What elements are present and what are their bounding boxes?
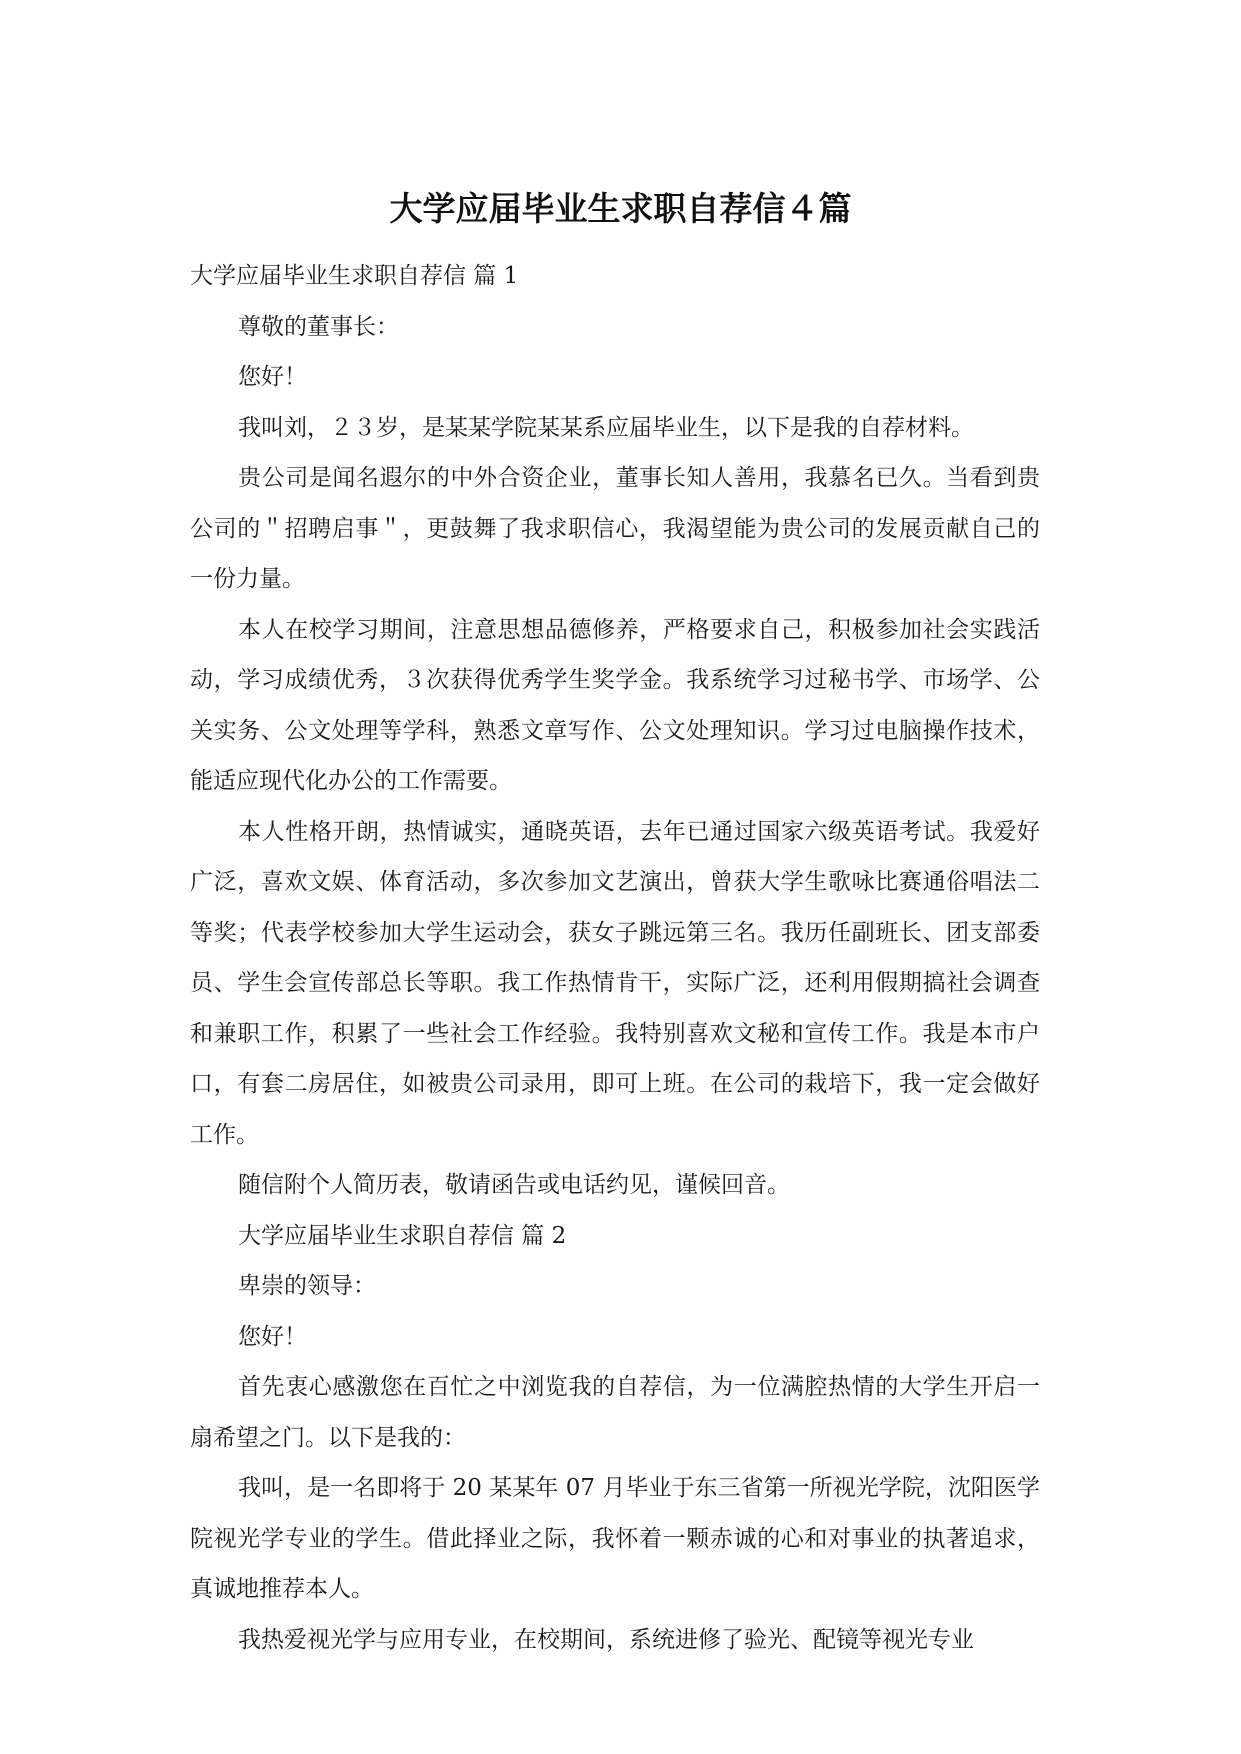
paragraph: 我热爱视光学与应用专业，在校期间，系统进修了验光、配镜等视光专业 <box>238 1626 974 1653</box>
section-heading-1: 大学应届毕业生求职自荐信 篇 1 <box>190 263 519 289</box>
document-title: 大学应届毕业生求职自荐信４篇 <box>389 189 852 228</box>
document-body <box>190 251 1040 1665</box>
salutation: 尊敬的董事长： <box>238 313 399 340</box>
section-heading-2: 大学应届毕业生求职自荐信 篇 2 <box>238 1222 567 1249</box>
paragraph: 本人性格开朗，热情诚实，通晓英语，去年已通过国家六级英语考试。我爱好广泛，喜欢文娱、体育活动，多次参加文艺演出，曾获大学生歌咏比赛通俗唱法二等奖；代表学校参加大学生运动会，获女子跳远第三名。我历任副班长、团支部委员、学生会宣传部总长等职。我工作热情肯干，实际广泛，还利用假期搞社会调查和兼职工作，积累了一些社会工作经验。我特别喜欢文秘和宣传工作。我是本市户口，有套二房居住，如被贵公司录用，即可上班。在公司的栽培下，我一定会做好工作。 <box>190 818 1040 1148</box>
paragraph: 我叫，是一名即将于 20 某某年 07 月毕业于东三省第一所视光学院，沈阳医学院视光学专业的学生。借此择业之际，我怀着一颗赤诚的心和对事业的执著追求，真诚地推荐本人。 <box>190 1475 1040 1602</box>
paragraph: 本人在校学习期间，注意思想品德修养，严格要求自己，积极参加社会实践活动，学习成绩优秀，３次获得优秀学生奖学金。我系统学习过秘书学、市场学、公关实务、公文处理等学科，熟悉文章写作、公文处理知识。学习过电脑操作技术，能适应现代化办公的工作需要。 <box>190 616 1040 794</box>
paragraph: 随信附个人简历表，敬请函告或电话约见，谨候回音。 <box>238 1172 790 1198</box>
paragraph: 首先衷心感激您在百忙之中浏览我的自荐信，为一位满腔热情的大学生开启一扇希望之门。以下是我的： <box>190 1374 1040 1451</box>
greeting: 您好！ <box>238 1323 307 1350</box>
salutation: 卑崇的领导： <box>238 1273 376 1299</box>
paragraph: 贵公司是闻名遐尔的中外合资企业，董事长知人善用，我慕名已久。当看到贵公司的＂招聘启事＂，更鼓舞了我求职信心，我渴望能为贵公司的发展贡献自己的一份力量。 <box>190 465 1040 592</box>
paragraph: 我叫刘，２３岁，是某某学院某某系应届毕业生，以下是我的自荐材料。 <box>238 414 974 441</box>
greeting: 您好！ <box>238 364 307 390</box>
